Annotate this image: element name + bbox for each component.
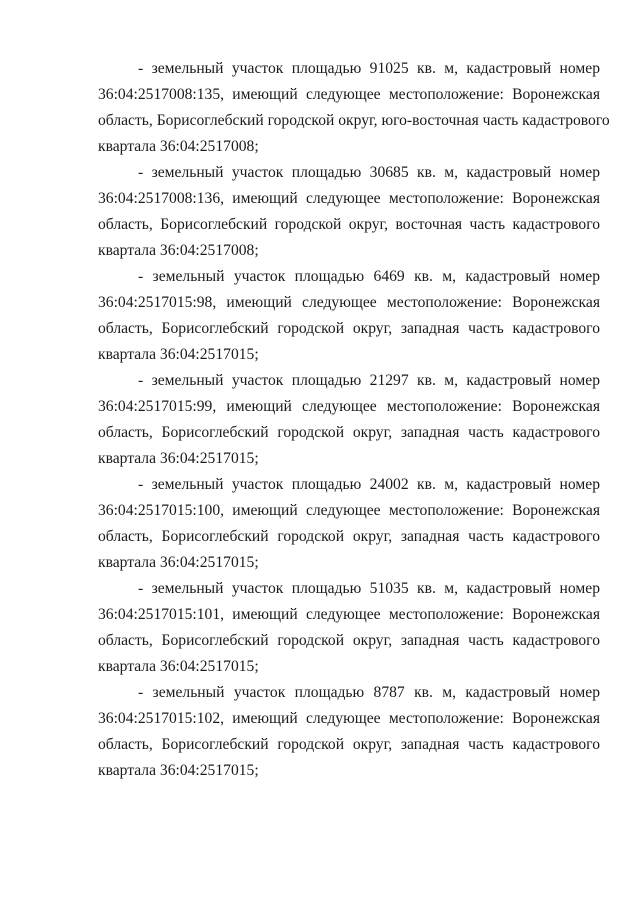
paragraph-line: 36:04:2517015:100, имеющий следующее местоположение: Воронежская — [98, 502, 600, 519]
land-plot-paragraph — [98, 56, 610, 160]
paragraph-line: область, Борисоглебский городской округ, западная часть кадастрового — [98, 632, 600, 649]
paragraph-line: квартала 36:04:2517008; — [98, 138, 259, 155]
paragraph-line: область, Борисоглебский городской округ, юго-восточная часть кадастрового — [98, 112, 610, 129]
paragraph-line: квартала 36:04:2517015; — [98, 450, 259, 467]
land-plot-paragraph — [98, 368, 600, 472]
paragraph-line: - земельный участок площадью 8787 кв. м, кадастровый номер — [138, 684, 600, 701]
paragraph-line: 36:04:2517015:98, имеющий следующее местоположение: Воронежская — [98, 294, 600, 311]
paragraph-line: область, Борисоглебский городской округ, западная часть кадастрового — [98, 528, 600, 545]
paragraph-line: 36:04:2517015:101, имеющий следующее местоположение: Воронежская — [98, 606, 600, 623]
paragraph-line: - земельный участок площадью 91025 кв. м, кадастровый номер — [138, 60, 600, 77]
land-plot-paragraph — [98, 264, 600, 368]
paragraph-line: квартала 36:04:2517015; — [98, 346, 259, 363]
land-plot-paragraph — [98, 576, 600, 680]
paragraph-line: область, Борисоглебский городской округ, западная часть кадастрового — [98, 320, 600, 337]
land-plot-paragraph — [98, 160, 600, 264]
paragraph-line: квартала 36:04:2517015; — [98, 762, 259, 779]
paragraph-line: квартала 36:04:2517015; — [98, 554, 259, 571]
paragraph-line: квартала 36:04:2517008; — [98, 242, 259, 259]
paragraph-line: - земельный участок площадью 6469 кв. м, кадастровый номер — [138, 268, 600, 285]
paragraph-line: - земельный участок площадью 21297 кв. м, кадастровый номер — [138, 372, 600, 389]
paragraph-line: 36:04:2517008:136, имеющий следующее местоположение: Воронежская — [98, 190, 600, 207]
paragraph-line: 36:04:2517015:102, имеющий следующее местоположение: Воронежская — [98, 710, 600, 727]
land-plot-paragraph — [98, 680, 600, 784]
paragraph-line: область, Борисоглебский городской округ, западная часть кадастрового — [98, 736, 600, 753]
paragraph-line: - земельный участок площадью 30685 кв. м, кадастровый номер — [138, 164, 600, 181]
paragraph-line: область, Борисоглебский городской округ, западная часть кадастрового — [98, 424, 600, 441]
document-body — [98, 56, 610, 784]
paragraph-line: - земельный участок площадью 24002 кв. м, кадастровый номер — [138, 476, 600, 493]
land-plot-paragraph — [98, 472, 600, 576]
paragraph-line: 36:04:2517015:99, имеющий следующее местоположение: Воронежская — [98, 398, 600, 415]
paragraph-line: 36:04:2517008:135, имеющий следующее местоположение: Воронежская — [98, 86, 600, 103]
paragraph-line: квартала 36:04:2517015; — [98, 658, 259, 675]
paragraph-line: - земельный участок площадью 51035 кв. м, кадастровый номер — [138, 580, 600, 597]
paragraph-line: область, Борисоглебский городской округ, восточная часть кадастрового — [98, 216, 600, 233]
